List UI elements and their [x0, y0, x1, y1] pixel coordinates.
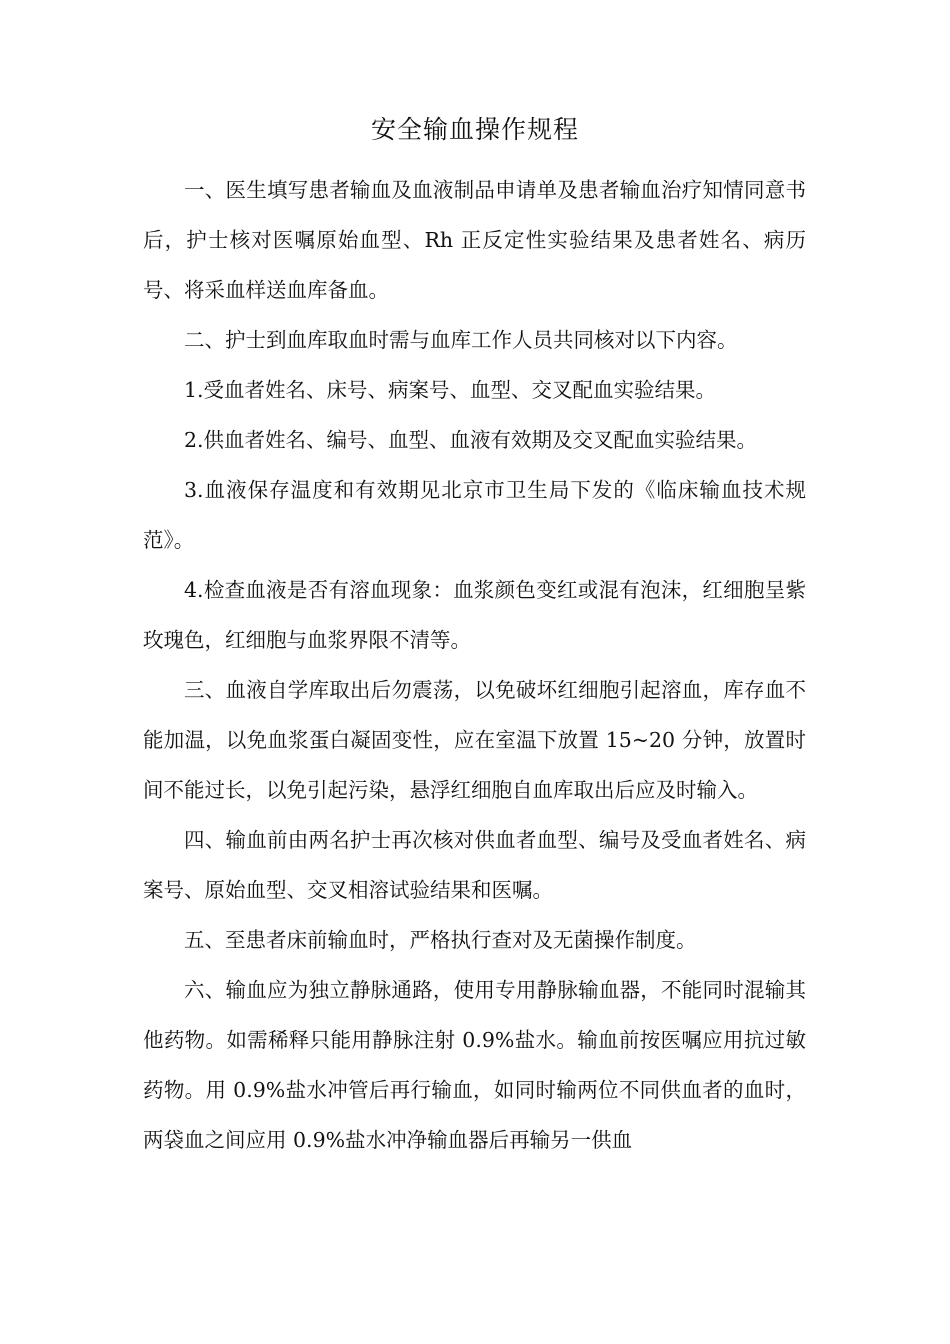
- paragraph-1: 一、医生填写患者输血及血液制品申请单及患者输血治疗知情同意书后，护士核对医嘱原始血型、Rh 正反定性实验结果及患者姓名、病历号、将采血样送血库备血。: [143, 178, 806, 302]
- paragraph-4: 四、输血前由两名护士再次核对供血者血型、编号及受血者姓名、病案号、原始血型、交叉相溶试验结果和医嘱。: [143, 828, 806, 902]
- paragraph-6: 六、输血应为独立静脉通路，使用专用静脉输血器，不能同时混输其他药物。如需稀释只能用静脉注射 0.9%盐水。输血前按医嘱应用抗过敏药物。用 0.9%盐水冲管后再行输血，如同时输两位不同供血者的血时，两袋血之间应用 0.9%盐水冲净输血器后再输另一供血: [143, 978, 806, 1152]
- paragraph-2-item-3: 3.血液保存温度和有效期见北京市卫生局下发的《临床输血技术规范》。: [143, 478, 806, 552]
- page-title: 安全输血操作规程: [370, 115, 579, 144]
- paragraph-2-item-4: 4.检查血液是否有溶血现象：血浆颜色变红或混有泡沫，红细胞呈紫玫瑰色，红细胞与血浆界限不清等。: [143, 578, 806, 652]
- paragraph-5: 五、至患者床前输血时，严格执行查对及无菌操作制度。: [184, 928, 697, 952]
- paragraph-2-item-1: 1.受血者姓名、床号、病案号、血型、交叉配血实验结果。: [184, 378, 717, 402]
- paragraph-2-item-2: 2.供血者姓名、编号、血型、血液有效期及交叉配血实验结果。: [184, 428, 758, 452]
- document-body: [143, 165, 806, 1165]
- paragraph-2: 二、护士到血库取血时需与血库工作人员共同核对以下内容。: [184, 328, 738, 352]
- paragraph-3: 三、血液自学库取出后勿震荡，以免破坏红细胞引起溶血，库存血不能加温，以免血浆蛋白凝固变性，应在室温下放置 15~20 分钟，放置时间不能过长，以免引起污染，悬浮红细胞自血库取出后应及时输入。: [143, 678, 806, 802]
